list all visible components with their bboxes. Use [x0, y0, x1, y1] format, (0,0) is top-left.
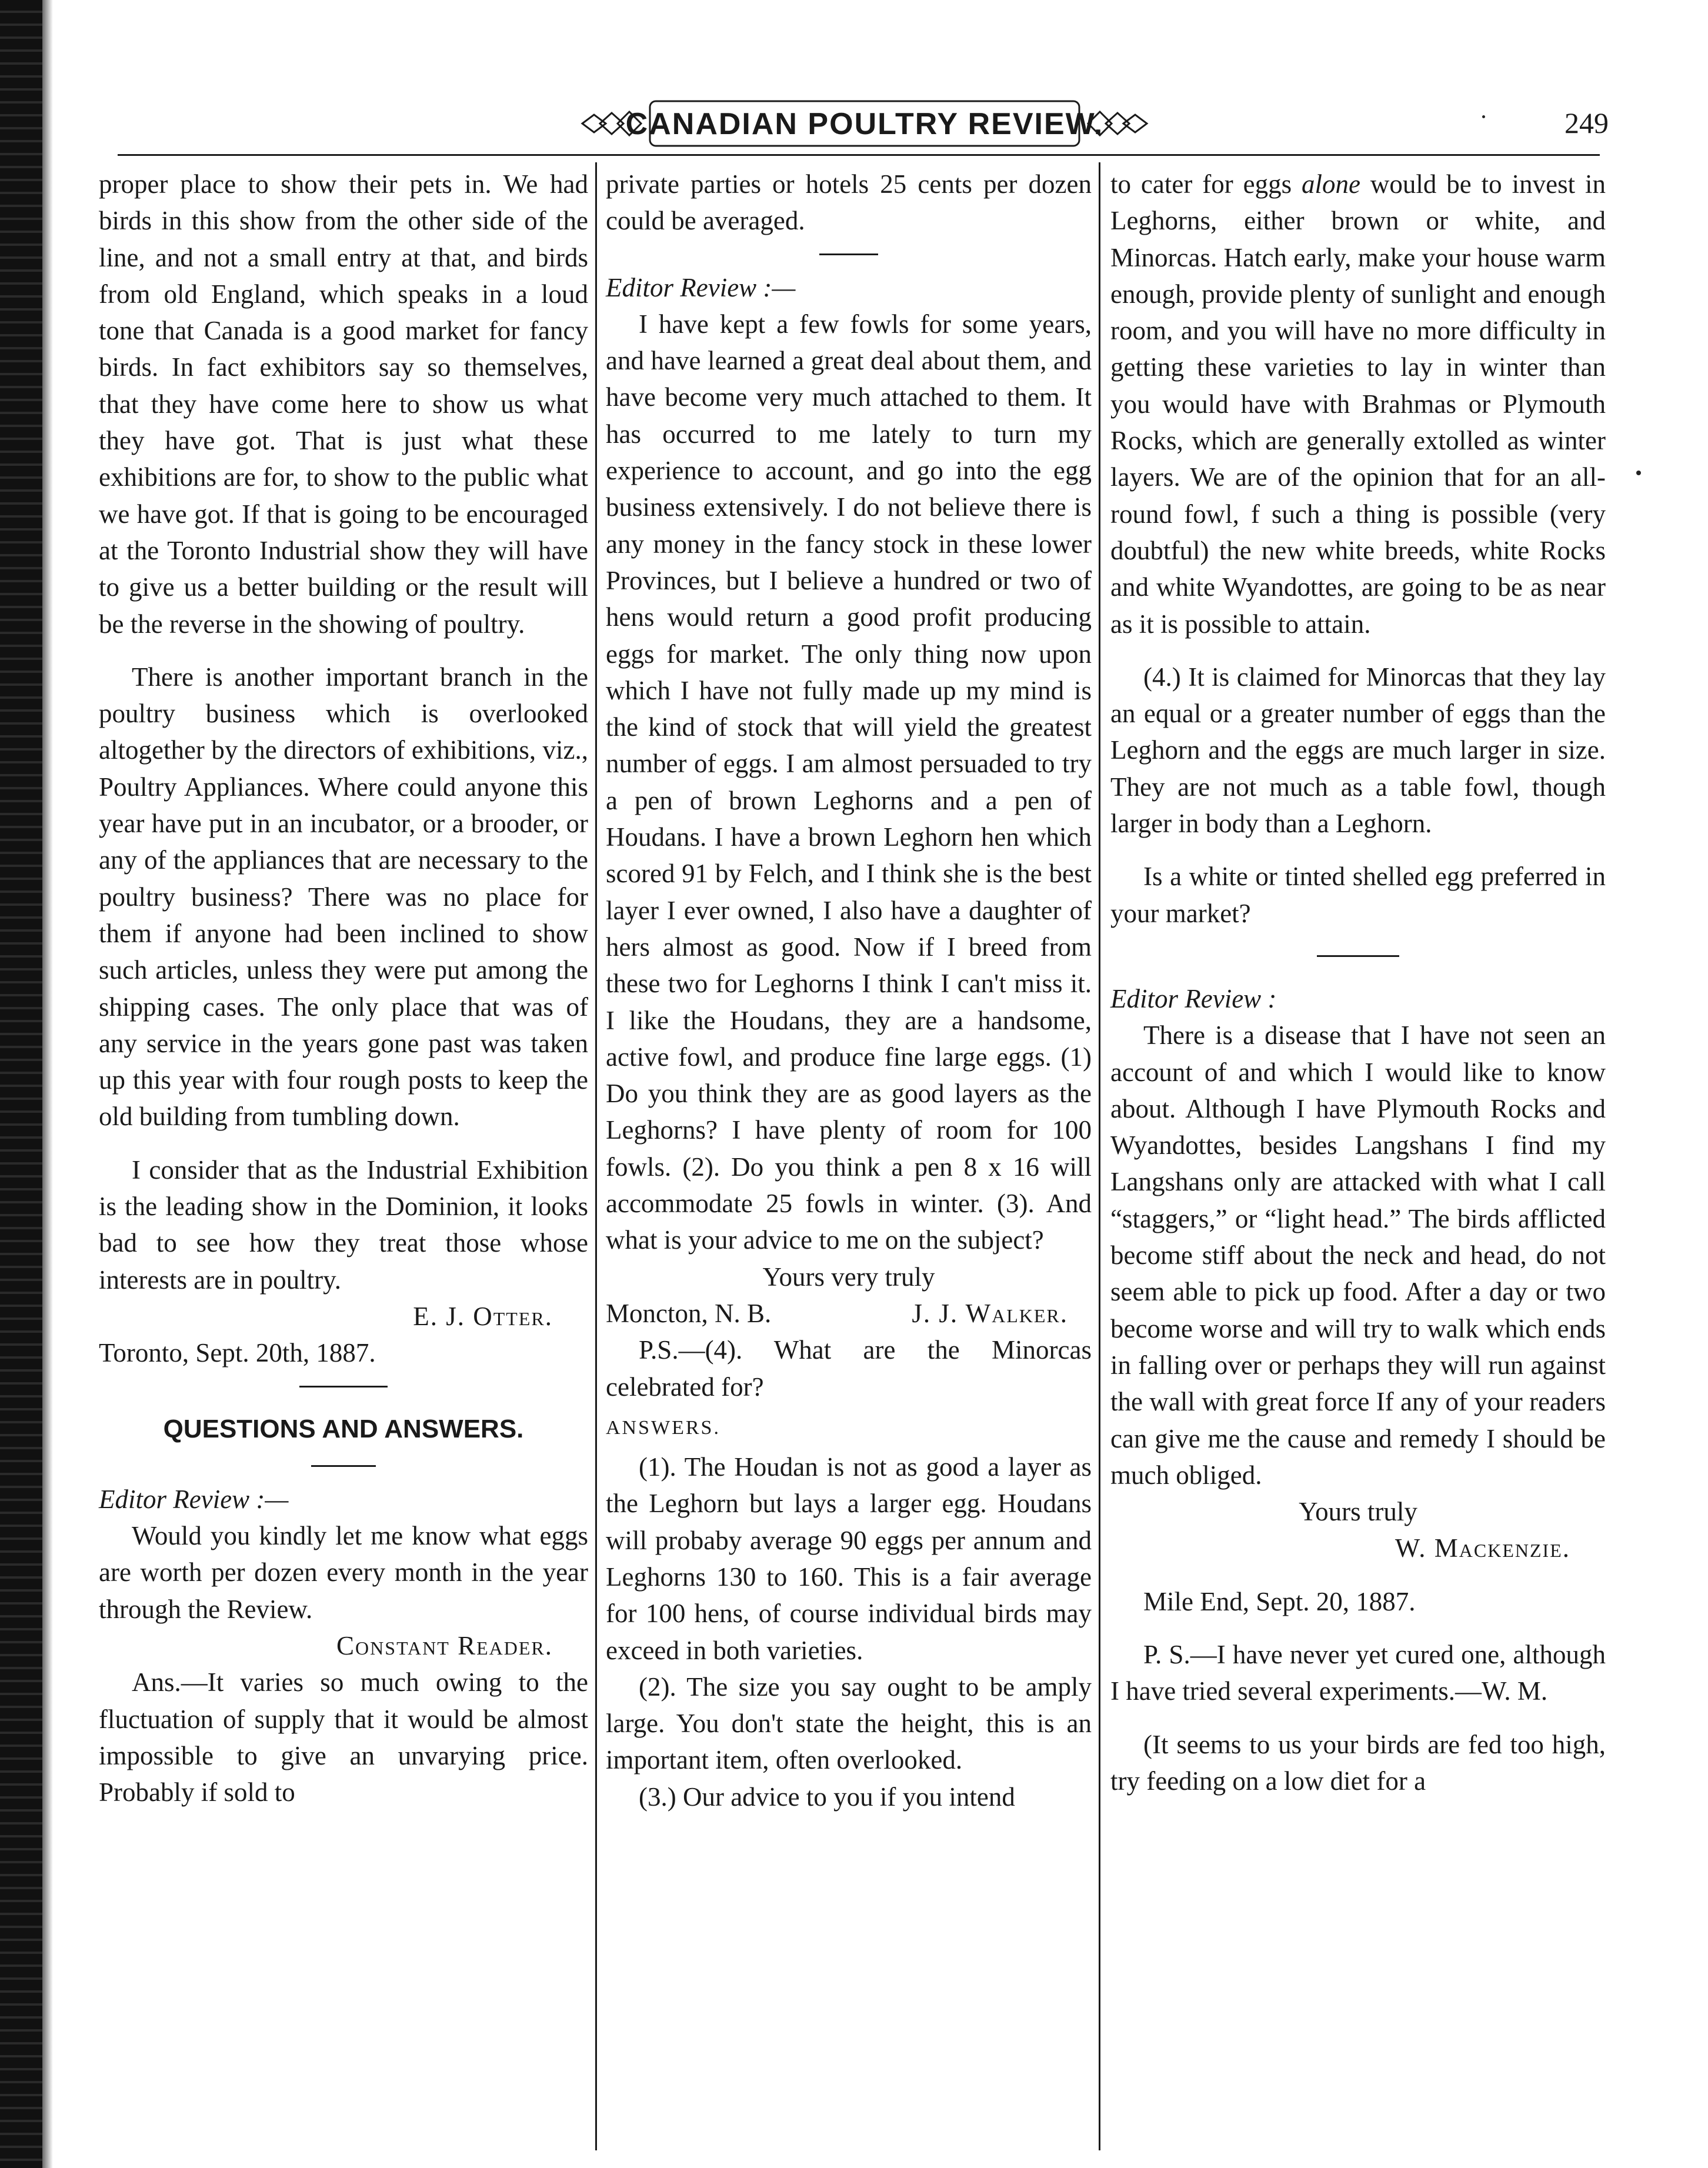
column-2	[606, 166, 1092, 1815]
salutation: Editor Review :	[1110, 983, 1277, 1013]
paragraph: Would you kindly let me know what eggs are worth per dozen every month in the year through the Review.	[99, 1521, 588, 1624]
dateline: Mile End, Sept. 20, 1887.	[1143, 1586, 1416, 1616]
signature: W. Mackenzie.	[1395, 1533, 1570, 1563]
answer: (2). The size you say ought to be amply large. You don't state the height, this is an important item, often overlooked.	[606, 1672, 1092, 1775]
signature: E. J. Otter.	[413, 1301, 553, 1331]
paragraph: proper place to show their pets in. We had birds in this show from the other side of the line, and not a small entry at that, and birds from old England, which speaks in a loud tone that Canada is a good market for fancy birds. In fact exhibitors say so themselves, that they have come here to show us what they have got. That is just what these exhibitions are for, to show to the public what we have got. If that is going to be encouraged at the Toronto Industrial show they will have to give us a better building or the result will be the reverse in the showing of poultry.	[99, 169, 588, 639]
salutation: Editor Review :—	[606, 272, 796, 302]
section-rule	[1317, 955, 1399, 957]
paragraph: I consider that as the Industrial Exhibition is the leading show in the Dominion, it looks bad to see how they treat those whose interests are in poultry.	[99, 1155, 588, 1295]
postscript: P. S.—I have never yet cured one, although I have tried several experiments.—W. M.	[1110, 1639, 1606, 1706]
masthead-ornament	[576, 88, 1153, 159]
column-1	[99, 166, 588, 1810]
column-divider-1	[595, 162, 597, 2150]
section-rule	[819, 254, 878, 255]
header-rule	[118, 154, 1600, 156]
paragraph	[1110, 166, 1606, 642]
paragraph: There is a disease that I have not seen an account of and which I would like to know about. Although I have Plymouth Rocks and Wyandottes, besides Langshans I find my Langshans only are attacked with what I call “staggers,” or “light head.” The birds afflicted become stiff about the neck and head, do not seem able to pick up food. After a day or two become worse and will try to walk which ends in falling over or perhaps they will run against the wall with great force If any of your readers can give me the cause and remedy I should be much obliged.	[1110, 1020, 1606, 1490]
section-rule	[311, 1465, 376, 1467]
column-3	[1110, 166, 1606, 1799]
binding-edge	[0, 0, 42, 2168]
column-divider-2	[1099, 162, 1100, 2150]
paragraph: Ans.—It varies so much owing to the fluctuation of supply that it would be almost impossible to give an unvarying price. Probably if sold to	[99, 1667, 588, 1807]
salutation: Editor Review :—	[99, 1484, 289, 1514]
section-title: QUESTIONS AND ANSWERS.	[163, 1414, 524, 1443]
paragraph: (It seems to us your birds are fed too high, try feeding on a low diet for a	[1110, 1729, 1606, 1796]
answers-heading: ANSWERS.	[606, 1416, 720, 1439]
postscript: P.S.—(4). What are the Minorcas celebrated for?	[606, 1335, 1092, 1402]
answer: (3.) Our advice to you if you intend	[639, 1782, 1015, 1812]
print-speck	[1482, 115, 1485, 118]
answer: (4.) It is claimed for Minorcas that they lay an equal or a greater number of eggs than the Leghorn and the eggs are much larger in size. They are not much as a table fowl, though larger in body than a Leghorn.	[1110, 662, 1606, 839]
masthead-title: CANADIAN POULTRY REVIEW.	[625, 107, 1104, 141]
page-number: 249	[1564, 106, 1609, 139]
text-run: would be to invest in Leghorns, either brown or white, and Minorcas. Hatch early, make your house warm enough, provide plenty of sunlight and enough room, and you will have no more difficulty in getting these varieties to lay in winter than you would have with Brahmas or Plymouth Rocks, which are generally extolled as winter layers. We are of the opinion that for an all-round fowl, f such a thing is possible (very doubtful) the new white breeds, white Rocks and white Wyandottes, are going to be as near as it is possible to attain.	[1110, 169, 1606, 639]
binding-shadow	[42, 0, 53, 2168]
signer: J. J. Walker.	[912, 1298, 1068, 1328]
text-run: to cater for eggs	[1110, 169, 1302, 199]
masthead	[576, 88, 1153, 159]
paragraph: private parties or hotels 25 cents per dozen could be averaged.	[606, 169, 1092, 236]
dateline: Toronto, Sept. 20th, 1887.	[99, 1338, 376, 1368]
print-speck	[1636, 471, 1641, 475]
closing: Yours truly	[1299, 1497, 1417, 1527]
answer: (1). The Houdan is not as good a layer as the Leghorn but lays a larger egg. Houdans will probaby average 90 eggs per annum and Leghorns 130 to 160. This is a fair average for 100 hens, of course individual birds may exceed in both varieties.	[606, 1452, 1092, 1665]
section-rule	[299, 1386, 388, 1387]
closing: Yours very truly	[762, 1262, 935, 1292]
place: Moncton, N. B.	[606, 1298, 772, 1328]
signature-line	[606, 1295, 1092, 1332]
paragraph: Is a white or tinted shelled egg preferred in your market?	[1110, 862, 1606, 928]
signature: Constant Reader.	[336, 1630, 553, 1660]
paragraph: I have kept a few fowls for some years, and have learned a great deal about them, and have become very much attached to them. It has occurred to me lately to turn my experience to account, and go into the egg business extensively. I do not believe there is any money in the fancy stock in these lower Provinces, but I believe a hundred or two of hens would return a good profit producing eggs for market. The only thing now upon which I have not fully made up my mind is the kind of stock that will yield the greatest number of eggs. I am almost persuaded to try a pen of brown Leghorns and a pen of Houdans. I have a brown Leghorn hen which scored 91 by Felch, and I think she is the best layer I ever owned, I also have a daughter of hers almost as good. Now if I breed from these two for Leghorns I think I can't miss it. I like the Houdans, they are a handsome, active fowl, and produce fine large eggs. (1) Do you think they are as good layers as the Leghorns? I have plenty of room for 100 fowls. (2). Do you think a pen 8 x 16 will accommodate 25 fowls in winter. (3). And what is your advice to me on the subject?	[606, 309, 1092, 1255]
paragraph: There is another important branch in the poultry business which is overlooked altogether by the directors of exhibitions, viz., Poultry Appliances. Where could anyone this year have put in an incubator, or a brooder, or any of the appliances that are necessary to the poultry business? There was no place for them if anyone had been inclined to show such articles, unless they were put among the shipping cases. The only place that was of any service in the years gone past was taken up this year with four rough posts to keep the old building from tumbling down.	[99, 662, 588, 1132]
emphasis: alone	[1302, 169, 1360, 199]
